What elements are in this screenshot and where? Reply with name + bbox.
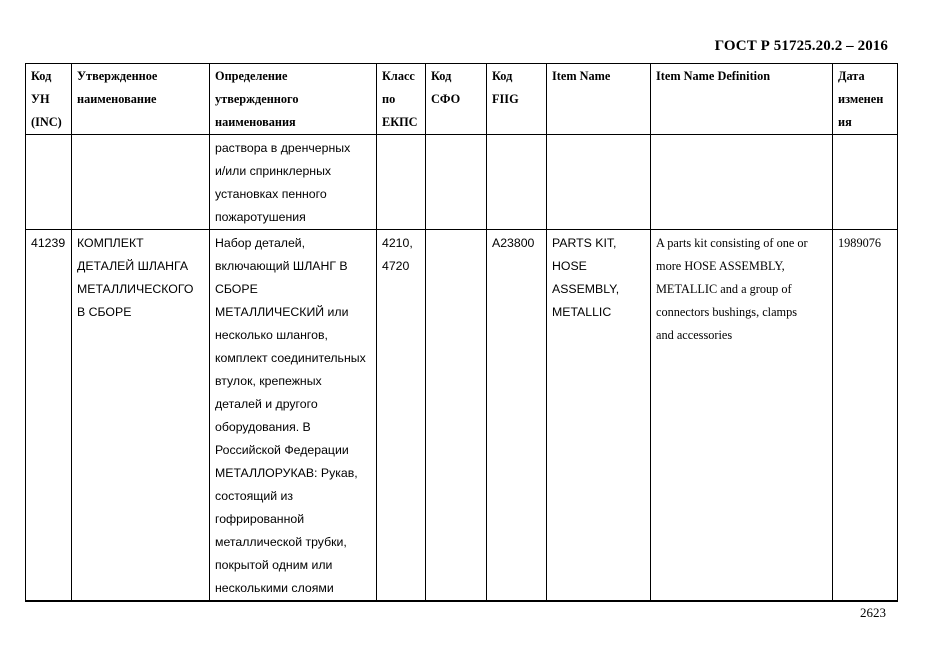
cell-definition: Набор деталей, включающий ШЛАНГ В СБОРЕ МЕТАЛЛИЧЕСКИЙ или несколько шлангов, комплект соединительных втулок, крепежных деталей и другого оборудования. В Российской Федерации МЕТАЛЛОРУКАВ: Рукав, состоящий из гофрированной металлической трубки, покрытой одним или несколькими слоями (210, 230, 377, 602)
header-fiig-code: Код FIIG (487, 64, 547, 135)
document-standard-id: ГОСТ Р 51725.20.2 – 2016 (714, 38, 888, 54)
table-row (26, 230, 898, 602)
cell-item-name: PARTS KIT, HOSE ASSEMBLY, METALLIC (547, 230, 651, 602)
header-change-date: Дата изменен ия (833, 64, 898, 135)
cell-sfo-code (426, 135, 487, 230)
header-ekps-class: Класс по ЕКПС (377, 64, 426, 135)
header-item-name: Item Name (547, 64, 651, 135)
cell-sfo-code (426, 230, 487, 602)
table-header-row (26, 64, 898, 135)
table-row (26, 135, 898, 230)
header-item-name-definition: Item Name Definition (651, 64, 833, 135)
classification-table (25, 63, 898, 602)
header-definition: Определение утвержденного наименования (210, 64, 377, 135)
cell-inc (26, 135, 72, 230)
cell-item-name (547, 135, 651, 230)
header-sfo-code: Код СФО (426, 64, 487, 135)
cell-ekps-class: 4210, 4720 (377, 230, 426, 602)
cell-change-date: 1989076 (833, 230, 898, 602)
header-inc: Код УН (INC) (26, 64, 72, 135)
cell-approved-name (72, 135, 210, 230)
cell-definition: раствора в дренчерных и/или спринклерных установках пенного пожаротушения (210, 135, 377, 230)
page-number: 2623 (860, 605, 886, 620)
cell-ekps-class (377, 135, 426, 230)
cell-item-name-definition: A parts kit consisting of one or more HOSE ASSEMBLY, METALLIC and a group of connectors bushings, clamps and accessories (651, 230, 833, 602)
cell-item-name-definition (651, 135, 833, 230)
cell-change-date (833, 135, 898, 230)
cell-approved-name: КОМПЛЕКТ ДЕТАЛЕЙ ШЛАНГА МЕТАЛЛИЧЕСКОГО В СБОРЕ (72, 230, 210, 602)
cell-fiig-code: A23800 (487, 230, 547, 602)
cell-fiig-code (487, 135, 547, 230)
header-approved-name: Утвержденное наименование (72, 64, 210, 135)
cell-inc: 41239 (26, 230, 72, 602)
